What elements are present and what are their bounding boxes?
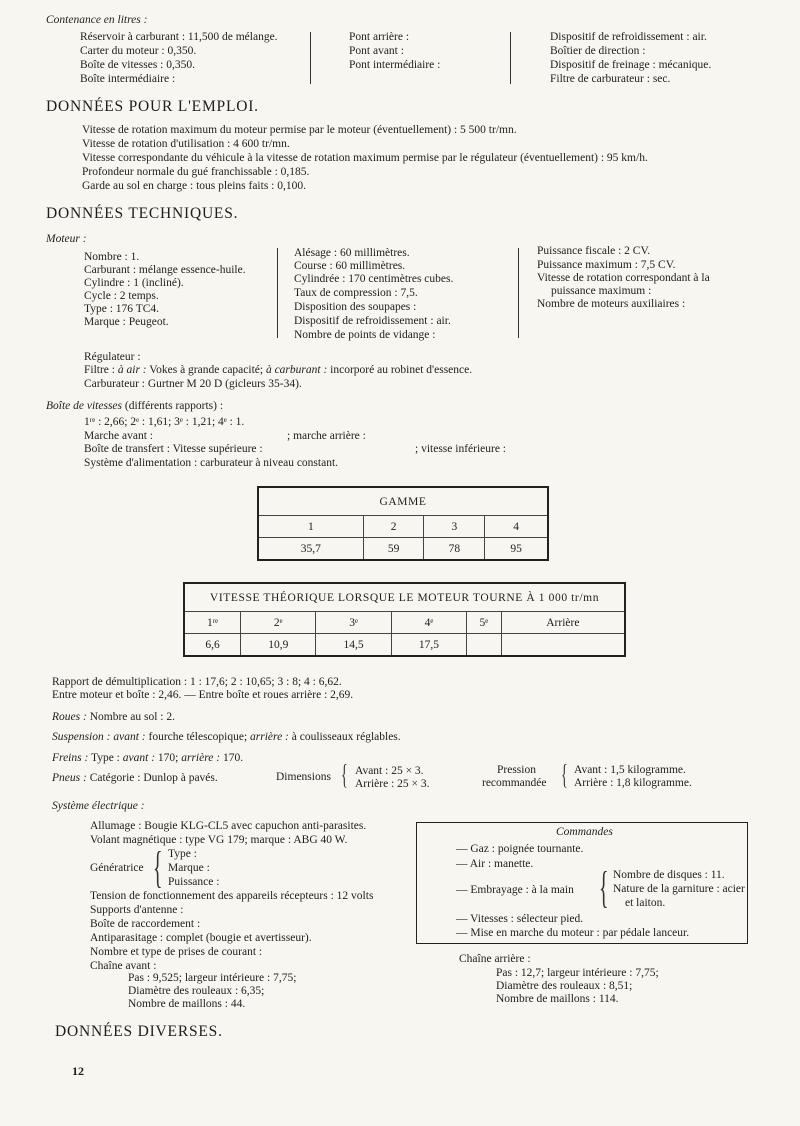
chaine-arriere-line: Diamètre des rouleaux : 8,51; xyxy=(496,980,633,992)
column-divider xyxy=(510,32,511,84)
text-line: Pont avant : xyxy=(349,45,404,57)
text-line: Carburant : mélange essence-huile. xyxy=(84,264,246,276)
electrique-title: Système électrique : xyxy=(52,800,145,812)
alimentation-line: Système d'alimentation : carburateur à niveau constant. xyxy=(84,457,339,469)
text-line: Réservoir à carburant : 11,500 de mélange. xyxy=(80,31,278,43)
text-line: Vitesse de rotation correspondant à la xyxy=(537,272,710,284)
boite-title-suffix: (différents rapports) : xyxy=(124,400,224,412)
table-header-cell: 1ʳᵉ xyxy=(184,612,241,634)
suspension-avant-label: avant : xyxy=(113,731,146,743)
table-header-cell: Arrière xyxy=(501,612,625,634)
embrayage-sub: Nombre de disques : 11. xyxy=(613,869,725,881)
text-line: Alésage : 60 millimètres. xyxy=(294,247,410,259)
table-cell: 59 xyxy=(363,538,424,561)
table-cell: 17,5 xyxy=(391,634,466,657)
suspension-arriere-label: arrière : xyxy=(250,731,289,743)
table-cell: 6,6 xyxy=(184,634,241,657)
table-header-cell: 5ᵉ xyxy=(467,612,502,634)
text-line: puissance maximum : xyxy=(551,285,652,297)
vitesse-table xyxy=(183,582,626,657)
embrayage-sub: et laiton. xyxy=(625,897,666,909)
vitesse-inferieure: ; vitesse inférieure : xyxy=(415,443,507,455)
text-line: Course : 60 millimètres. xyxy=(294,260,406,272)
pression-label: Pression xyxy=(497,764,536,776)
text-line: Cylindre : 1 (incliné). xyxy=(84,277,184,289)
table-cell: 95 xyxy=(485,538,548,561)
marche-avant: Marche avant : xyxy=(84,430,153,442)
generatrice-label: Génératrice xyxy=(90,862,144,874)
text-line: Cycle : 2 temps. xyxy=(84,290,159,302)
filtre-carb-text: incorporé au robinet d'essence. xyxy=(330,364,473,376)
pneus-label: Pneus : xyxy=(52,772,87,784)
text-line: Puissance maximum : 7,5 CV. xyxy=(537,259,676,271)
section-heading-diverses: DONNÉES DIVERSES. xyxy=(55,1023,223,1040)
column-divider xyxy=(518,248,519,338)
table-header-cell: 4 xyxy=(485,516,548,538)
text-line: Antiparasitage : complet (bougie et avertisseur). xyxy=(90,932,312,944)
commande-item: — Air : manette. xyxy=(456,858,534,870)
chaine-avant-line: Nombre de maillons : 44. xyxy=(128,998,246,1010)
table-cell: 35,7 xyxy=(258,538,363,561)
dim-avant: Avant : 25 × 3. xyxy=(355,765,424,777)
text-line: Boîte intermédiaire : xyxy=(80,73,176,85)
roues-line xyxy=(52,711,175,725)
section-heading-techniques: DONNÉES TECHNIQUES. xyxy=(46,205,239,222)
freins-label: Freins : xyxy=(52,752,89,764)
embrayage-sub: Nature de la garniture : acier xyxy=(613,883,745,895)
boite-title xyxy=(46,400,223,414)
filtre-carb-label: à carburant : xyxy=(265,364,328,376)
text-line: Chaîne avant : xyxy=(90,960,157,972)
text-line: Dispositif de refroidissement : air. xyxy=(550,31,707,43)
chaine-arriere-line: Nombre de maillons : 114. xyxy=(496,993,619,1005)
text-line: Type : 176 TC4. xyxy=(84,303,160,315)
text-line: Nombre de moteurs auxiliaires : xyxy=(537,298,686,310)
text-line: Carter du moteur : 0,350. xyxy=(80,45,197,57)
text-line: Pont arrière : xyxy=(349,31,410,43)
regulateur-line: Régulateur : xyxy=(84,351,141,363)
text-line: Boîte de vitesses : 0,350. xyxy=(80,59,195,71)
text-line: Vitesse de rotation d'utilisation : 4 600 tr/mn. xyxy=(82,138,290,150)
generatrice-item: Type : xyxy=(168,848,197,860)
text-line: Dispositif de refroidissement : air. xyxy=(294,315,451,327)
freins-type: Type : xyxy=(90,752,120,764)
pneus-line xyxy=(52,772,218,786)
contenance-title: Contenance en litres : xyxy=(46,14,148,26)
volant-line: Volant magnétique : type VG 179; marque : ABG 40 W. xyxy=(90,834,348,846)
freins-line xyxy=(52,752,243,766)
text-line: Pont intermédiaire : xyxy=(349,59,441,71)
demultiplication-line: Entre moteur et boîte : 2,46. — Entre boîte et roues arrière : 2,69. xyxy=(52,689,354,701)
text-line: Puissance fiscale : 2 CV. xyxy=(537,245,651,257)
table-cell: 78 xyxy=(424,538,485,561)
text-line: Dispositif de freinage : mécanique. xyxy=(550,59,712,71)
table-cell: 10,9 xyxy=(241,634,316,657)
chaine-arriere-title: Chaîne arrière : xyxy=(459,953,531,965)
text-line: Vitesse de rotation maximum du moteur permise par le moteur (éventuellement) : 5 500 tr/mn. xyxy=(82,124,517,136)
text-line: Nombre et type de prises de courant : xyxy=(90,946,263,958)
table-cell: 14,5 xyxy=(316,634,391,657)
chaine-avant-line: Pas : 9,525; largeur intérieure : 7,75; xyxy=(128,972,297,984)
text-line: Cylindrée : 170 centimètres cubes. xyxy=(294,273,454,285)
suspension-line xyxy=(52,731,401,745)
text-line: Boîtier de direction : xyxy=(550,45,646,57)
filtre-air-label: à air : xyxy=(117,364,147,376)
table-header-cell: 2 xyxy=(363,516,424,538)
brace-icon: { xyxy=(153,843,163,892)
text-line: Profondeur normale du gué franchissable : 0,185. xyxy=(82,166,310,178)
table-header-cell: 2ᵉ xyxy=(241,612,316,634)
table-cell xyxy=(467,634,502,657)
dim-arriere: Arrière : 25 × 3. xyxy=(355,778,430,790)
text-line: Marque : Peugeot. xyxy=(84,316,169,328)
text-line: Tension de fonctionnement des appareils récepteurs : 12 volts xyxy=(90,890,374,902)
gamme-title: GAMME xyxy=(258,487,548,516)
allumage-line: Allumage : Bougie KLG-CL5 avec capuchon anti-parasites. xyxy=(90,820,367,832)
pression-label-2: recommandée xyxy=(482,777,547,789)
freins-arriere-text: 170. xyxy=(222,752,244,764)
suspension-label: Suspension : xyxy=(52,731,111,743)
chaine-arriere-line: Pas : 12,7; largeur intérieure : 7,75; xyxy=(496,967,659,979)
page-number: 12 xyxy=(72,1064,84,1078)
boite-title-label: Boîte de vitesses xyxy=(46,400,123,412)
table-header-cell: 1 xyxy=(258,516,363,538)
commande-item: — Mise en marche du moteur : par pédale lanceur. xyxy=(456,927,690,939)
column-divider xyxy=(277,248,278,338)
commande-item: — Embrayage : à la main xyxy=(456,884,574,896)
freins-arriere-label: arrière : xyxy=(181,752,221,764)
section-heading-emploi: DONNÉES POUR L'EMPLOI. xyxy=(46,98,259,115)
text-line: Taux de compression : 7,5. xyxy=(294,287,418,299)
chaine-avant-line: Diamètre des rouleaux : 6,35; xyxy=(128,985,265,997)
suspension-arriere-text: à coulisseaux réglables. xyxy=(291,731,401,743)
brace-icon: { xyxy=(561,760,568,791)
commande-item: — Vitesses : sélecteur pied. xyxy=(456,913,584,925)
text-line: Nombre de points de vidange : xyxy=(294,329,436,341)
table-header-cell: 3 xyxy=(424,516,485,538)
moteur-title: Moteur : xyxy=(46,233,87,245)
vitesse-title: VITESSE THÉORIQUE LORSQUE LE MOTEUR TOURNE À 1 000 tr/mn xyxy=(184,583,625,612)
column-divider xyxy=(310,32,311,84)
gamme-table xyxy=(257,486,549,561)
freins-avant-label: avant : xyxy=(122,752,156,764)
carburateur-line: Carburateur : Gurtner M 20 D (gicleurs 35-34). xyxy=(84,378,302,390)
table-cell xyxy=(501,634,625,657)
generatrice-item: Puissance : xyxy=(168,876,220,888)
filtre-label: Filtre : xyxy=(84,364,115,376)
text-line: Filtre de carburateur : sec. xyxy=(550,73,671,85)
commandes-title: Commandes xyxy=(556,826,613,838)
pneus-dimensions-label: Dimensions xyxy=(276,771,331,783)
text-line: Garde au sol en charge : tous pleins faits : 0,100. xyxy=(82,180,306,192)
filtre-line xyxy=(84,364,472,378)
roues-label: Roues : xyxy=(52,711,87,723)
pression-arriere: Arrière : 1,8 kilogramme. xyxy=(574,777,692,789)
suspension-avant-text: fourche télescopique; xyxy=(148,731,248,743)
rapports-line: 1ʳᵉ : 2,66; 2ᵉ : 1,61; 3ᵉ : 1,21; 4ᵉ : 1. xyxy=(84,416,245,428)
brace-icon: { xyxy=(599,863,609,912)
generatrice-item: Marque : xyxy=(168,862,210,874)
text-line: Vitesse correspondante du véhicule à la vitesse de rotation maximum permise par le régulateur (éventuellement) : 95 km/h. xyxy=(82,152,648,164)
text-line: Supports d'antenne : xyxy=(90,904,184,916)
pneus-categorie: Catégorie : Dunlop à pavés. xyxy=(89,772,218,784)
table-header-cell: 3ᵉ xyxy=(316,612,391,634)
pression-avant: Avant : 1,5 kilogramme. xyxy=(574,764,686,776)
demultiplication-line: Rapport de démultiplication : 1 : 17,6; 2 : 10,65; 3 : 8; 4 : 6,62. xyxy=(52,676,342,688)
commande-item: — Gaz : poignée tournante. xyxy=(456,843,584,855)
table-header-cell: 4ᵉ xyxy=(391,612,466,634)
filtre-air-text: Vokes à grande capacité; xyxy=(149,364,264,376)
marche-arriere: ; marche arrière : xyxy=(287,430,366,442)
text-line: Nombre : 1. xyxy=(84,251,140,263)
text-line: Disposition des soupapes : xyxy=(294,301,417,313)
brace-icon: { xyxy=(341,760,348,791)
text-line: Boîte de raccordement : xyxy=(90,918,201,930)
freins-avant-text: 170; xyxy=(157,752,179,764)
transfert-line: Boîte de transfert : Vitesse supérieure : xyxy=(84,443,263,455)
roues-text: Nombre au sol : 2. xyxy=(89,711,175,723)
